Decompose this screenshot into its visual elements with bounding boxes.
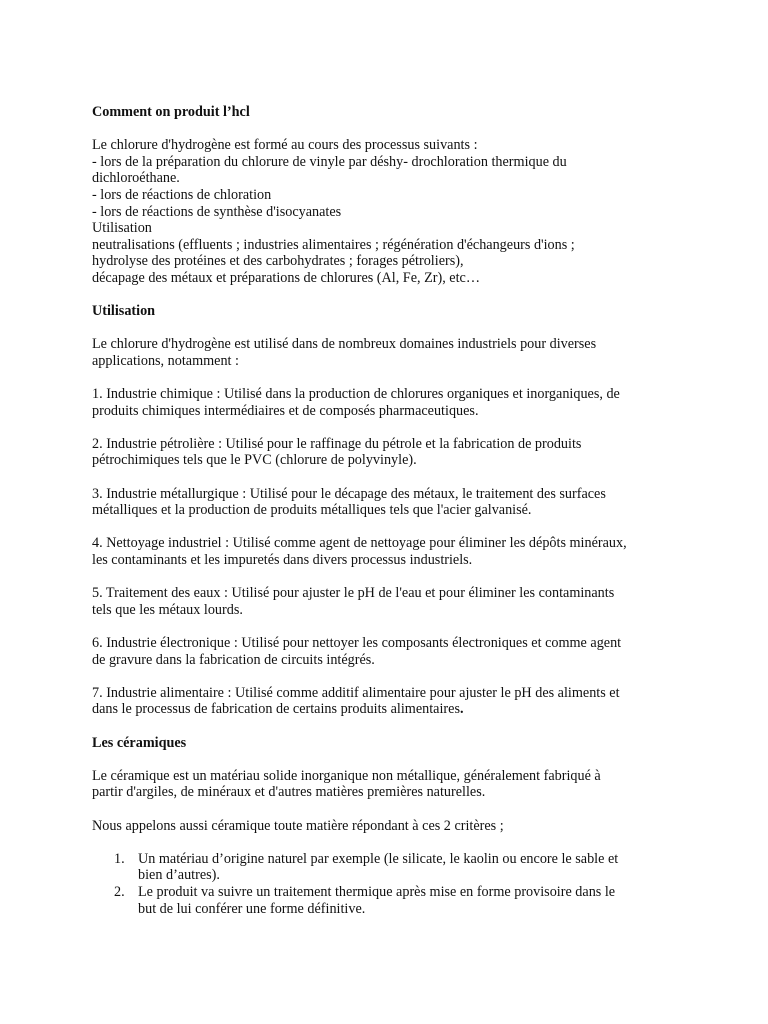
spacer [92, 287, 682, 304]
text-line: - lors de réactions de synthèse d'isocyanates [92, 203, 342, 220]
text-line: Le produit va suivre un traitement thermique après mise en forme provisoire dans le [138, 883, 616, 900]
text-line: 2. Industrie pétrolière : Utilisé pour le raffinage du pétrole et la fabrication de produits [92, 435, 582, 452]
text-line: Le céramique est un matériau solide inorganique non métallique, généralement fabriqué à [92, 767, 601, 784]
paragraph-utilisation-intro [92, 336, 682, 369]
trailing-period: . [459, 701, 464, 718]
text-line: produits chimiques intermédiaires et de composés pharmaceutiques. [92, 402, 479, 419]
spacer [92, 751, 682, 768]
criteria-list [92, 851, 682, 917]
text-line: - lors de la préparation du chlorure de vinyle par déshy- drochloration thermique du [92, 153, 567, 170]
section-heading-ceramiques: Les céramiques [92, 734, 187, 751]
usage-item-7 [92, 685, 682, 718]
text-line: métalliques et la production de produits métalliques tels que l'acier galvanisé. [92, 502, 532, 519]
text-line: Le chlorure d'hydrogène est utilisé dans de nombreux domaines industriels pour diverses [92, 336, 597, 353]
text-line: 7. Industrie alimentaire : Utilisé comme additif alimentaire pour ajuster le pH des aliments et [92, 684, 620, 701]
text-line: - lors de réactions de chloration [92, 186, 272, 203]
text-line: dans le processus de fabrication de certains produits alimentaires [92, 701, 460, 718]
spacer [92, 668, 682, 685]
usage-item-6 [92, 635, 682, 668]
spacer [92, 519, 682, 536]
list-item [92, 851, 682, 884]
text-line: but de lui conférer une forme définitive. [138, 900, 366, 917]
text-line: 1. Industrie chimique : Utilisé dans la production de chlorures organiques et inorganiques, de [92, 386, 620, 403]
spacer [92, 834, 682, 851]
text-line: partir d'argiles, de minéraux et d'autres matières premières naturelles. [92, 784, 486, 801]
text-line: 3. Industrie métallurgique : Utilisé pour le décapage des métaux, le traitement des surfaces [92, 485, 606, 502]
document-page [92, 104, 682, 917]
usage-item-4 [92, 535, 682, 568]
text-line: de gravure dans la fabrication de circuits intégrés. [92, 651, 375, 668]
list-number: 2. [114, 883, 125, 900]
text-line: bien d’autres). [138, 867, 220, 884]
text-line: Un matériau d’origine naturel par exemple (le silicate, le kaolin ou encore le sable et [138, 850, 619, 867]
text-line: dichloroéthane. [92, 170, 180, 187]
text-line: hydrolyse des protéines et des carbohydrates ; forages pétroliers), [92, 253, 464, 270]
list-number: 1. [114, 850, 125, 867]
text-line: décapage des métaux et préparations de chlorures (Al, Fe, Zr), etc… [92, 269, 481, 286]
usage-item-3 [92, 486, 682, 519]
spacer [92, 419, 682, 436]
paragraph-ceramiques-intro [92, 768, 682, 801]
spacer [92, 121, 682, 138]
list-item [92, 884, 682, 917]
spacer [92, 469, 682, 486]
usage-item-2 [92, 436, 682, 469]
text-line: les contaminants et les impuretés dans divers processus industriels. [92, 552, 473, 569]
text-line: pétrochimiques tels que le PVC (chlorure de polyvinyle). [92, 452, 417, 469]
spacer [92, 618, 682, 635]
text-line: 6. Industrie électronique : Utilisé pour nettoyer les composants électroniques et comme agent [92, 635, 622, 651]
text-line: applications, notamment : [92, 352, 239, 369]
text-line: tels que les métaux lourds. [92, 601, 243, 618]
text-line: neutralisations (effluents ; industries alimentaires ; régénération d'échangeurs d'ions ; [92, 236, 575, 253]
paragraph-criteria-intro: Nous appelons aussi céramique toute matière répondant à ces 2 critères ; [92, 817, 504, 834]
paragraph-production [92, 137, 682, 286]
spacer [92, 569, 682, 586]
usage-item-1 [92, 386, 682, 419]
usage-item-5 [92, 585, 682, 618]
text-line-with-period [92, 701, 682, 718]
spacer [92, 718, 682, 735]
section-heading-production: Comment on produit l’hcl [92, 104, 250, 120]
spacer [92, 320, 682, 337]
text-line: 5. Traitement des eaux : Utilisé pour ajuster le pH de l'eau et pour éliminer les contaminants [92, 585, 615, 602]
text-line: Le chlorure d'hydrogène est formé au cours des processus suivants : [92, 137, 478, 154]
text-line: Utilisation [92, 220, 152, 237]
text-line: 4. Nettoyage industriel : Utilisé comme agent de nettoyage pour éliminer les dépôts minéraux, [92, 535, 627, 552]
spacer [92, 370, 682, 387]
spacer [92, 801, 682, 818]
section-heading-utilisation: Utilisation [92, 303, 156, 320]
